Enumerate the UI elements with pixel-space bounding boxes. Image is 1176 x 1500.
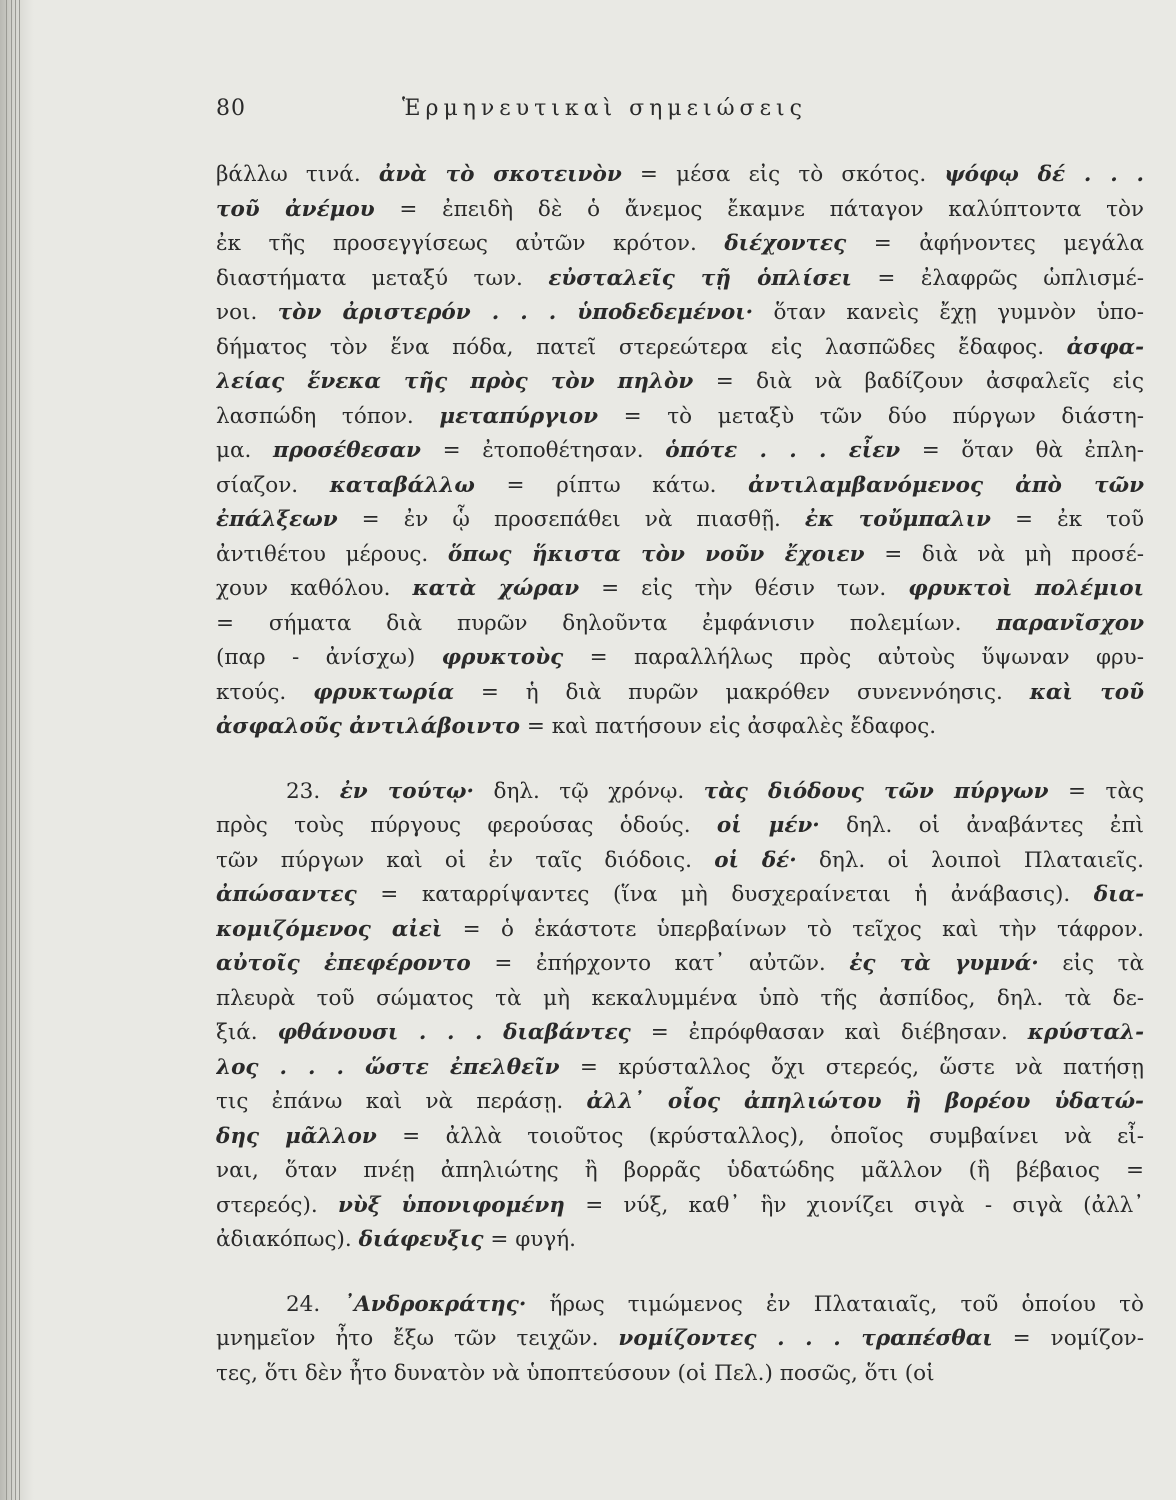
text-line xyxy=(216,913,1144,948)
paragraph xyxy=(216,158,1144,745)
gloss-text: τες, ὅτι δὲν ἦτο δυνατὸν νὰ ὑποπτεύσουν (οἱ Πελ.) ποσῶς, ὅτι (οἱ xyxy=(216,1360,935,1386)
text-line xyxy=(216,1322,1144,1357)
gloss-text: = νομίζον- xyxy=(992,1326,1144,1351)
paragraph-gap xyxy=(216,745,1144,775)
text-line xyxy=(216,262,1144,297)
gloss-text: δηλ. οἱ λοιποὶ Πλαταιεῖς. xyxy=(796,847,1144,873)
gloss-text: = ἐκ τοῦ xyxy=(990,507,1144,532)
gloss-text: ξιά. xyxy=(216,1020,278,1045)
gloss-text: πλευρὰ τοῦ σώματος τὰ μὴ κεκαλυμμένα ὑπὸ τῆς ἀσπίδος, δηλ. τὰ δε- xyxy=(216,985,1144,1011)
gloss-text: = τὰς xyxy=(1048,778,1144,804)
text-line xyxy=(216,809,1144,844)
lemma: νομίζοντες . . . τραπέσθαι xyxy=(618,1326,993,1351)
text-line xyxy=(216,607,1144,642)
text-line xyxy=(216,227,1144,262)
lemma: διάφευξις xyxy=(358,1227,484,1252)
gloss-text: διαστήματα μεταξύ των. xyxy=(216,265,549,291)
lemma: εὐσταλεῖς τῇ ὁπλίσει xyxy=(548,265,852,291)
paragraph-gap xyxy=(216,1258,1144,1288)
text-line xyxy=(216,1357,1144,1392)
lemma: οἱ δέ· xyxy=(714,847,797,873)
lemma: νὺξ ὑπονιφομένη xyxy=(337,1192,565,1218)
gloss-text: πρὸς τοὺς πύργους φερούσας ὁδούς. xyxy=(216,813,717,838)
gloss-text: = ἀλλὰ τοιοῦτος (κρύσταλλος), ὁποῖος συμβαίνει νὰ εἶ- xyxy=(376,1123,1144,1149)
text-line xyxy=(216,947,1144,982)
gloss-text: μα. xyxy=(216,438,273,463)
gloss-text: εἰς τὰ xyxy=(1038,951,1144,976)
gloss-text: = ὅταν θὰ ἐπλη- xyxy=(900,438,1144,463)
gloss-text: χουν καθόλου. xyxy=(216,576,413,601)
text-line xyxy=(216,469,1144,504)
gloss-text: = διὰ νὰ βαδίζουν ἀσφαλεῖς εἰς xyxy=(693,369,1144,394)
text-line xyxy=(216,1288,1144,1323)
text-body xyxy=(216,158,1144,1391)
gloss-text: = ἐτοποθέτησαν. xyxy=(420,438,666,463)
lemma: ἀντιλαμβανόμενος ἀπὸ τῶν xyxy=(748,472,1144,498)
gloss-text: = τὸ μεταξὺ τῶν δύο πύργων διάστη- xyxy=(598,403,1144,429)
gloss-text: = ἐπήρχοντο κατ᾽ αὐτῶν. xyxy=(470,951,850,976)
lemma: ἐς τὰ γυμνά· xyxy=(849,951,1039,976)
text-line xyxy=(216,982,1144,1017)
gloss-text: = κρύσταλλος ὄχι στερεός, ὥστε νὰ πατήσῃ xyxy=(559,1054,1144,1080)
gloss-text: δήματος τὸν ἕνα πόδα, πατεῖ στερεώτερα εἰς λασπῶδες ἔδαφος. xyxy=(216,334,1067,360)
gloss-text: = ἐλαφρῶς ὡπλισμέ- xyxy=(851,265,1144,291)
text-line xyxy=(216,193,1144,228)
gloss-text: = διὰ νὰ μὴ προσέ- xyxy=(864,541,1144,567)
text-line xyxy=(216,1189,1144,1224)
lemma: ψόφῳ δέ . . . xyxy=(944,162,1144,187)
text-line xyxy=(216,296,1144,331)
lemma: καὶ τοῦ xyxy=(1029,679,1144,705)
text-line xyxy=(216,1154,1144,1189)
lemma: τοῦ ἀνέμου xyxy=(216,196,375,222)
gloss-text: κτούς. xyxy=(216,679,314,705)
book-binding-edge xyxy=(0,0,34,1500)
running-title: Ἑρμηνευτικαὶ σημειώσεις xyxy=(402,96,807,121)
paragraph xyxy=(216,1288,1144,1392)
gloss-text: 23. xyxy=(286,778,340,804)
lemma: τὸν ἀριστερόν . . . ὑποδεδεμένοι· xyxy=(277,300,754,325)
gloss-text: 24. xyxy=(286,1291,344,1317)
gloss-text: = εἰς τὴν θέσιν των. xyxy=(579,576,909,601)
text-line xyxy=(216,538,1144,573)
gloss-text: ἀδιακόπως). xyxy=(216,1227,359,1252)
text-line xyxy=(216,434,1144,469)
lemma: ὅπως ἥκιστα τὸν νοῦν ἔχοιεν xyxy=(447,541,865,567)
text-line xyxy=(216,1120,1144,1155)
gloss-text: = ἐπειδὴ δὲ ὁ ἄνεμος ἔκαμνε πάταγον καλύπτοντα τὸν xyxy=(374,196,1144,222)
text-line xyxy=(216,676,1144,711)
lemma: καταβάλλω xyxy=(329,472,475,498)
lemma: ἀσφα- xyxy=(1066,334,1144,360)
lemma: ἐπάλξεων xyxy=(216,507,338,532)
lemma: δης μᾶλλον xyxy=(216,1123,377,1149)
gloss-text: = ὁ ἑκάστοτε ὑπερβαίνων τὸ τεῖχος καὶ τὴν τάφρον. xyxy=(442,916,1144,942)
lemma: φρυκτωρία xyxy=(313,679,455,705)
gloss-text: ἀντιθέτου μέρους. xyxy=(216,541,448,567)
gloss-text: = παραλλήλως πρὸς αὐτοὺς ὕψωναν φρυ- xyxy=(563,645,1144,670)
gloss-text: στερεός). xyxy=(216,1192,338,1218)
gloss-text: = ἀφήνοντες μεγάλα xyxy=(846,231,1144,256)
text-line xyxy=(216,400,1144,435)
gloss-text: ἥρως τιμώμενος ἐν Πλαταιαῖς, τοῦ ὁποίου τὸ xyxy=(526,1291,1144,1317)
gloss-text: = φυγή. xyxy=(483,1227,576,1252)
lemma: ἀπώσαντες xyxy=(216,882,357,907)
lemma: αὐτοῖς ἐπεφέροντο xyxy=(216,951,471,976)
paragraph xyxy=(216,775,1144,1258)
lemma: ἀλλ᾽ οἷος ἀπηλιώτου ἢ βορέου ὑδατώ- xyxy=(586,1089,1144,1114)
text-line xyxy=(216,503,1144,538)
gloss-text: = καταρρίψαντες (ἵνα μὴ δυσχεραίνεται ἡ ἀνάβασις). xyxy=(356,882,1094,907)
page-number: 80 xyxy=(216,96,246,121)
lemma: φρυκτοὶ πολέμιοι xyxy=(908,576,1144,601)
lemma: μεταπύργιον xyxy=(439,403,599,429)
text-line xyxy=(216,1051,1144,1086)
text-line xyxy=(216,572,1144,607)
gloss-text: λασπώδη τόπον. xyxy=(216,403,440,429)
lemma: οἱ μέν· xyxy=(716,813,820,838)
lemma: δια- xyxy=(1093,882,1144,907)
gloss-text: ἐκ τῆς προσεγγίσεως αὐτῶν κρότον. xyxy=(216,231,725,256)
text-line xyxy=(216,1085,1144,1120)
text-line xyxy=(216,775,1144,810)
text-line xyxy=(216,844,1144,879)
gloss-text: = σήματα διὰ πυρῶν δηλοῦντα ἐμφάνισιν πολεμίων. xyxy=(216,610,997,636)
text-line xyxy=(216,1016,1144,1051)
lemma: λος . . . ὥστε ἐπελθεῖν xyxy=(216,1054,560,1080)
text-line xyxy=(216,641,1144,676)
gloss-text: σίαζον. xyxy=(216,472,330,498)
gloss-text: βάλλω τινά. xyxy=(216,162,379,187)
gloss-text: = μέσα εἰς τὸ σκότος. xyxy=(621,162,945,187)
lemma: ἀσφαλοῦς ἀντιλάβοιντο xyxy=(216,714,521,739)
lemma: ἐκ τοὔμπαλιν xyxy=(804,507,991,532)
gloss-text: ὅταν κανεὶς ἔχῃ γυμνὸν ὑπο- xyxy=(753,300,1144,325)
lemma: κατὰ χώραν xyxy=(412,576,580,601)
gloss-text: = ρίπτω κάτω. xyxy=(474,472,749,498)
lemma: προσέθεσαν xyxy=(272,438,421,463)
text-line xyxy=(216,158,1144,193)
page xyxy=(216,96,1144,1391)
gloss-text: ναι, ὅταν πνέῃ ἀπηλιώτης ἢ βορρᾶς ὑδατώδης μᾶλλον (ἢ βέβαιος = xyxy=(216,1158,1144,1183)
lemma: διέχοντες xyxy=(724,231,847,256)
lemma: φρυκτοὺς xyxy=(441,645,564,670)
gloss-text: τις ἐπάνω καὶ νὰ περάσῃ. xyxy=(216,1089,587,1114)
gloss-text: = καὶ πατήσουν εἰς ἀσφαλὲς ἔδαφος. xyxy=(520,714,937,739)
gloss-text: = ἐπρόφθασαν καὶ διέβησαν. xyxy=(630,1020,1028,1045)
gloss-text: = νύξ, καθ᾽ ἣν χιονίζει σιγὰ - σιγὰ (ἀλλ᾽ xyxy=(564,1192,1144,1218)
lemma: κομιζόμενος αἰεὶ xyxy=(216,916,443,942)
lemma: ἀνὰ τὸ σκοτεινὸν xyxy=(378,162,622,187)
text-line xyxy=(216,710,1144,745)
gloss-text: νοι. xyxy=(216,300,278,325)
lemma: ᾽Ανδροκράτης· xyxy=(343,1291,527,1317)
running-header xyxy=(216,96,1144,136)
gloss-text: δηλ. οἱ ἀναβάντες ἐπὶ xyxy=(819,813,1144,838)
lemma: ἐν τούτῳ· xyxy=(339,778,474,804)
gloss-text: δηλ. τῷ χρόνῳ. xyxy=(474,778,704,804)
lemma: ὁπότε . . . εἶεν xyxy=(665,438,901,463)
lemma: φθάνουσι . . . διαβάντες xyxy=(277,1020,631,1045)
text-line xyxy=(216,365,1144,400)
gloss-text: = ἡ διὰ πυρῶν μακρόθεν συνεννόησις. xyxy=(454,679,1030,705)
text-line xyxy=(216,1223,1144,1258)
text-line xyxy=(216,878,1144,913)
gloss-text: μνημεῖον ἦτο ἔξω τῶν τειχῶν. xyxy=(216,1326,619,1351)
lemma: παρανῖσχον xyxy=(996,610,1144,636)
lemma: λείας ἕνεκα τῆς πρὸς τὸν πηλὸν xyxy=(216,369,694,394)
gloss-text: (παρ - ἀνίσχω) xyxy=(216,645,442,670)
lemma: κρύσταλ- xyxy=(1027,1020,1144,1045)
text-line xyxy=(216,331,1144,366)
gloss-text: τῶν πύργων καὶ οἱ ἐν ταῖς διόδοις. xyxy=(216,847,715,873)
lemma: τὰς διόδους τῶν πύργων xyxy=(703,778,1049,804)
gloss-text: = ἐν ᾧ προσεπάθει νὰ πιασθῇ. xyxy=(337,507,805,532)
